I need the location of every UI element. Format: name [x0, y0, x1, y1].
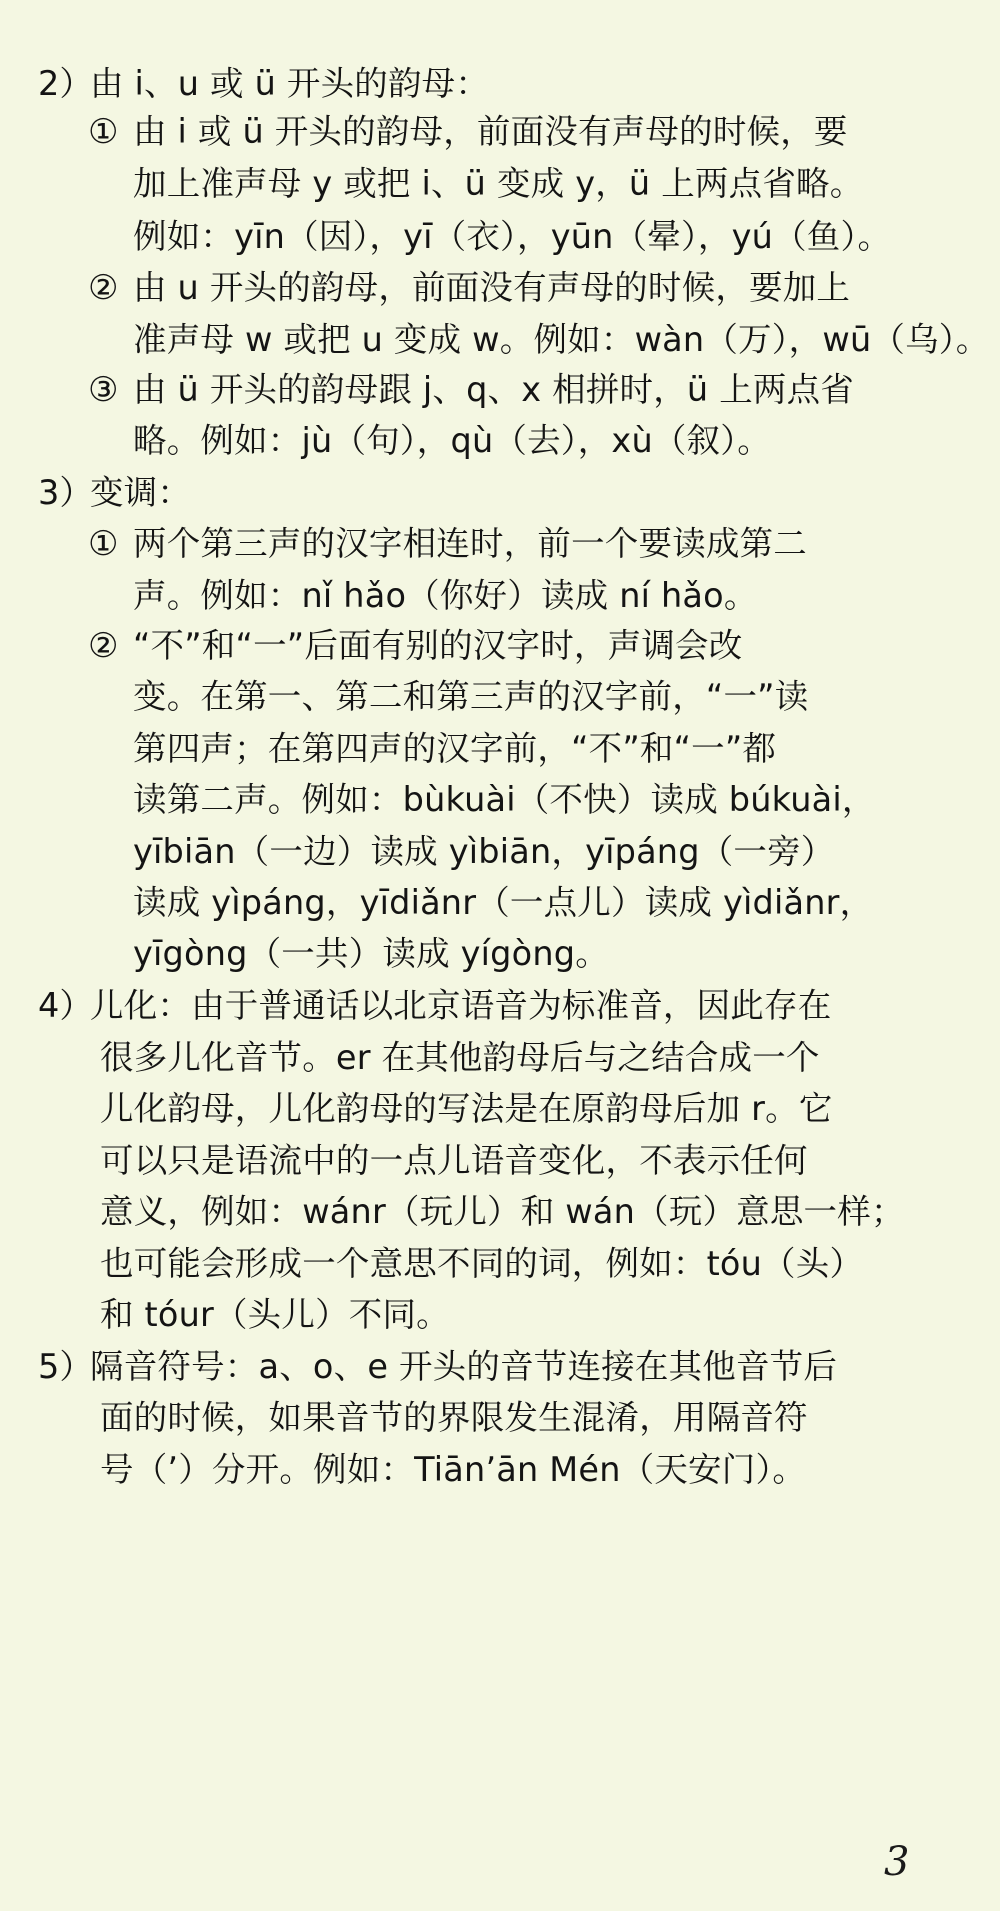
item-text-line: 由 i 或 ü 开头的韵母，前面没有声母的时候，要: [133, 112, 848, 151]
item-text-line: 第四声；在第四声的汉字前，“不”和“一”都: [133, 729, 777, 768]
section-heading: 变调：: [90, 473, 192, 512]
section-text-line: 也可能会形成一个意思不同的词，例如：tóu（头）: [100, 1244, 864, 1283]
section-text-line: 号（’）分开。例如：Tiān’ān Mén（天安门）。: [100, 1450, 807, 1489]
item-text-line: yībiān（一边）读成 yìbiān，yīpáng（一旁）: [133, 832, 835, 871]
item-text-line: 准声母 w 或把 u 变成 w。例如：wàn（万），wū（乌）。: [133, 320, 990, 359]
item-text-line: 读成 yìpáng，yīdiǎnr（一点儿）读成 yìdiǎnr，: [133, 883, 874, 922]
section-text-line: 面的时候，如果音节的界限发生混淆，用隔音符: [100, 1398, 808, 1437]
item-text-line: 加上准声母 y 或把 i、ü 变成 y，ü 上两点省略。: [133, 164, 864, 203]
item-text-line: 由 ü 开头的韵母跟 j、q、x 相拼时，ü 上两点省: [133, 370, 855, 409]
item-text-line: 略。例如：jù（句），qù（去），xù（叙）。: [133, 421, 771, 460]
item-text-line: yīgòng（一共）读成 yígòng。: [133, 934, 609, 973]
item-text-line: 读第二声。例如：bùkuài（不快）读成 búkuài，: [133, 780, 876, 819]
section-text-line: 和 tóur（头儿）不同。: [100, 1295, 450, 1334]
item-text-line: 变。在第一、第二和第三声的汉字前，“一”读: [133, 677, 809, 716]
section-heading: 由 i、u 或 ü 开头的韵母：: [90, 64, 490, 103]
item-marker: ③: [88, 370, 119, 410]
section-number: 5）: [38, 1347, 93, 1386]
section-number: 4）: [38, 986, 93, 1025]
section-text-line: 儿化：由于普通话以北京语音为标准音，因此存在: [90, 986, 832, 1025]
item-text-line: “不”和“一”后面有别的汉字时，声调会改: [133, 626, 743, 665]
section-text-line: 可以只是语流中的一点儿语音变化，不表示任何: [100, 1141, 808, 1180]
item-text-line: 例如：yīn（因），yī（衣），yūn（晕），yú（鱼）。: [133, 217, 892, 256]
item-marker: ①: [88, 524, 119, 564]
item-text-line: 声。例如：nǐ hǎo（你好）读成 ní hǎo。: [133, 576, 758, 615]
section-number: 2）: [38, 64, 93, 103]
item-text-line: 由 u 开头的韵母，前面没有声母的时候，要加上: [133, 268, 851, 307]
section-text-line: 意义，例如：wánr（玩儿）和 wán（玩）意思一样；: [100, 1192, 905, 1231]
page-number: 3: [884, 1839, 910, 1885]
section-text-line: 隔音符号：a、o、e 开头的音节连接在其他音节后: [90, 1347, 838, 1386]
section-text-line: 很多儿化音节。er 在其他韵母后与之结合成一个: [100, 1038, 820, 1077]
item-marker: ②: [88, 626, 119, 666]
item-marker: ①: [88, 112, 119, 152]
item-text-line: 两个第三声的汉字相连时，前一个要读成第二: [133, 524, 807, 563]
section-number: 3）: [38, 473, 93, 512]
section-text-line: 儿化韵母，儿化韵母的写法是在原韵母后加 r。它: [100, 1089, 833, 1128]
item-marker: ②: [88, 268, 119, 308]
